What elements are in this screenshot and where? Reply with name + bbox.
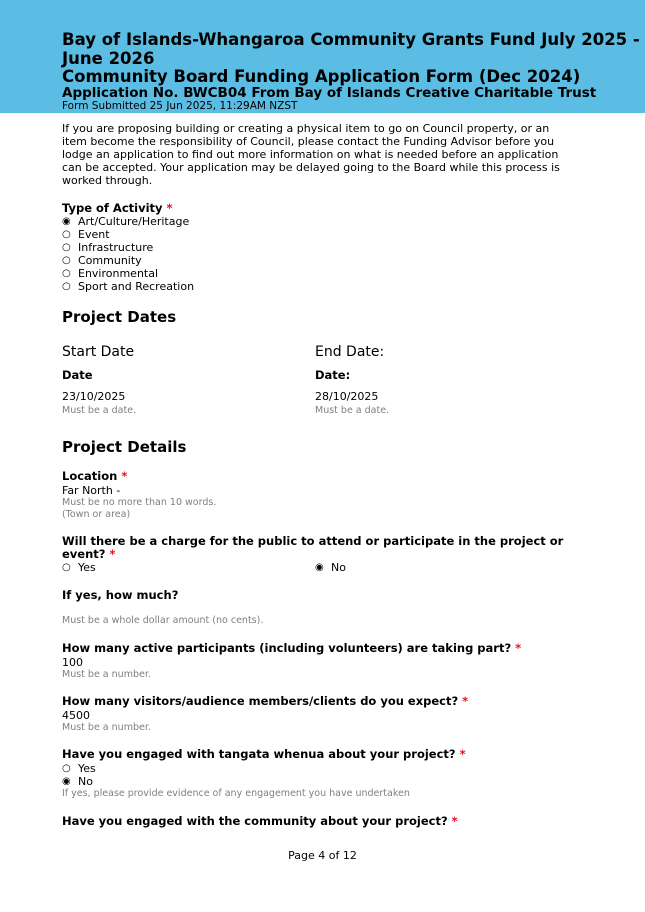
start-date-hint: Must be a date. (62, 405, 137, 416)
tangata-yes-option[interactable] (62, 762, 96, 775)
intro-line: can be accepted. Your application may be delayed going to the Board while this process is (62, 161, 560, 174)
radio-empty-icon[interactable]: ○ (62, 229, 71, 240)
option-label: Event (78, 228, 110, 241)
radio-empty-icon[interactable]: ○ (62, 562, 71, 573)
radio-empty-icon[interactable]: ○ (62, 242, 71, 253)
location-label-text: Location (62, 469, 118, 483)
header-banner (0, 0, 645, 113)
activity-label (62, 202, 173, 215)
activity-option-event[interactable] (62, 228, 194, 241)
start-date-label: Date (62, 368, 93, 382)
project-dates-heading: Project Dates (62, 308, 177, 326)
activity-option-infrastructure[interactable] (62, 241, 194, 254)
option-label: Sport and Recreation (78, 280, 195, 293)
location-hint-2: (Town or area) (62, 509, 131, 520)
tangata-label (62, 748, 466, 761)
visitors-hint: Must be a number. (62, 722, 151, 733)
intro-paragraph (62, 122, 582, 187)
radio-selected-icon[interactable]: ◉ (62, 216, 71, 227)
option-label: No (331, 561, 346, 574)
radio-empty-icon[interactable]: ○ (62, 255, 71, 266)
activity-option-art[interactable] (62, 215, 194, 228)
radio-empty-icon[interactable]: ○ (62, 268, 71, 279)
intro-line: worked through. (62, 174, 153, 187)
tangata-no-option[interactable] (62, 775, 96, 788)
title-line-2: June 2026 (62, 49, 155, 68)
location-label (62, 470, 127, 483)
activity-option-environmental[interactable] (62, 267, 194, 280)
required-mark: * (109, 547, 116, 561)
visitors-label (62, 695, 468, 708)
end-date-hint: Must be a date. (315, 405, 390, 416)
project-details-heading: Project Details (62, 438, 187, 456)
submitted-date: Form Submitted 25 Jun 2025, 11:29AM NZST (62, 100, 298, 112)
option-label: Yes (78, 762, 96, 775)
activity-option-community[interactable] (62, 254, 194, 267)
charge-yes-option[interactable] (62, 561, 96, 574)
location-value: Far North - (62, 484, 121, 497)
how-much-hint: Must be a whole dollar amount (no cents). (62, 615, 264, 626)
option-label: Environmental (78, 267, 159, 280)
required-mark: * (459, 747, 466, 761)
required-mark: * (166, 201, 173, 215)
radio-empty-icon[interactable]: ○ (62, 281, 71, 292)
location-hint: Must be no more than 10 words. (62, 497, 217, 508)
required-mark: * (462, 694, 469, 708)
how-much-label: If yes, how much? (62, 588, 179, 602)
end-date-value: 28/10/2025 (315, 390, 379, 403)
visitors-label-text: How many visitors/audience members/clients do you expect? (62, 694, 459, 708)
tangata-radio-group (62, 762, 96, 788)
required-mark: * (451, 814, 458, 828)
tangata-label-text: Have you engaged with tangata whenua about your project? (62, 747, 456, 761)
option-label: No (78, 775, 93, 788)
intro-line: If you are proposing building or creating a physical item to go on Council property, or an (62, 122, 550, 135)
option-label: Yes (78, 561, 96, 574)
required-mark: * (121, 469, 128, 483)
visitors-value: 4500 (62, 709, 90, 722)
activity-label-text: Type of Activity (62, 201, 163, 215)
charge-label-line-2 (62, 548, 115, 561)
form-title: Community Board Funding Application Form (Dec 2024) (62, 67, 581, 86)
title-line-1: Bay of Islands-Whangaroa Community Grants Fund July 2025 - (62, 30, 640, 49)
participants-label (62, 642, 521, 655)
participants-label-text: How many active participants (including volunteers) are taking part? (62, 641, 512, 655)
radio-empty-icon[interactable]: ○ (62, 763, 71, 774)
radio-selected-icon[interactable]: ◉ (62, 776, 71, 787)
intro-line: item become the responsibility of Council, please contact the Funding Advisor before you (62, 135, 555, 148)
activity-option-sport[interactable] (62, 280, 194, 293)
option-label: Community (78, 254, 142, 267)
participants-value: 100 (62, 656, 83, 669)
charge-label-line-1: Will there be a charge for the public to attend or participate in the project or (62, 534, 564, 548)
community-label-text: Have you engaged with the community about your project? (62, 814, 448, 828)
option-label: Art/Culture/Heritage (78, 215, 190, 228)
start-date-heading: Start Date (62, 344, 135, 360)
page-number: Page 4 of 12 (288, 849, 357, 862)
application-number: Application No. BWCB04 From Bay of Islands Creative Charitable Trust (62, 85, 597, 101)
intro-line: lodge an application to find out more information on what is needed before an application (62, 148, 559, 161)
participants-hint: Must be a number. (62, 669, 151, 680)
community-label (62, 815, 458, 828)
start-date-value: 23/10/2025 (62, 390, 126, 403)
end-date-label: Date: (315, 368, 351, 382)
end-date-heading: End Date: (315, 344, 385, 360)
activity-radio-group (62, 215, 194, 293)
charge-no-option[interactable] (315, 561, 346, 574)
charge-label-text: event? (62, 547, 106, 561)
option-label: Infrastructure (78, 241, 154, 254)
radio-selected-icon[interactable]: ◉ (315, 562, 324, 573)
tangata-hint: If yes, please provide evidence of any engagement you have undertaken (62, 788, 410, 799)
required-mark: * (515, 641, 522, 655)
